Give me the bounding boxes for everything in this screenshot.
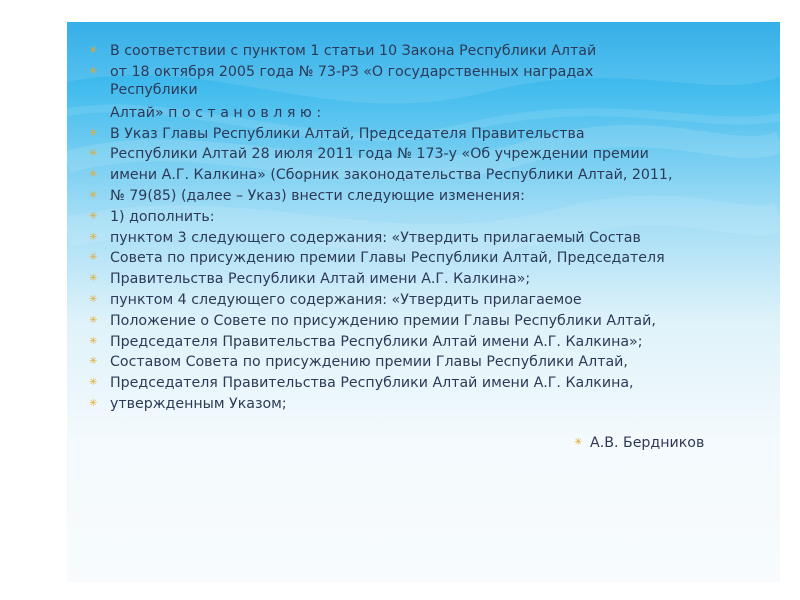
list-item [89, 166, 729, 184]
line-text: пунктом 3 следующего содержания: «Утвердить прилагаемый Состав [110, 229, 641, 246]
line-text: Совета по присуждению премии Главы Республики Алтай, Председателя [110, 250, 665, 267]
list-item [89, 312, 729, 330]
bullet-icon: ✳ [89, 210, 98, 222]
bullet-icon: ✳ [89, 273, 98, 285]
bullet-icon: ✳ [89, 45, 98, 56]
list-item [89, 104, 729, 122]
list-item [89, 270, 729, 288]
list-item [89, 187, 729, 205]
bullet-icon: ✳ [574, 437, 583, 448]
bullet-icon: ✳ [89, 397, 98, 409]
line-text: Республики Алтай 28 июля 2011 года № 173-у «Об учреждении премии [110, 146, 649, 163]
signature [574, 434, 705, 452]
slide [67, 22, 780, 582]
bullet-icon: ✳ [89, 127, 98, 139]
line-text: Алтай» п о с т а н о в л я ю : [110, 104, 322, 121]
bullet-icon: ✳ [89, 356, 98, 368]
bullet-icon: ✳ [89, 293, 98, 305]
document-body [89, 42, 729, 416]
bullet-icon: ✳ [89, 189, 98, 201]
bullet-icon: ✳ [89, 148, 98, 160]
bullet-icon: ✳ [89, 314, 98, 326]
bullet-icon: ✳ [89, 231, 98, 243]
list-item [89, 229, 729, 247]
line-text: № 79(85) (далее – Указ) внести следующие изменения: [110, 187, 525, 204]
list-item [89, 395, 729, 413]
line-text: Председателя Правительства Республики Алтай имени А.Г. Калкина»; [110, 333, 643, 350]
line-text: Положение о Совете по присуждению премии Главы Республики Алтай, [110, 312, 656, 329]
line-text: пунктом 4 следующего содержания: «Утвердить прилагаемое [110, 291, 582, 308]
bullet-icon: ✳ [89, 65, 98, 77]
line-text: утвержденным Указом; [110, 395, 287, 412]
list-item [89, 42, 729, 60]
list-item [89, 249, 729, 267]
list-item [89, 63, 650, 99]
line-text: 1) дополнить: [110, 208, 215, 225]
bullet-icon: ✳ [89, 377, 98, 389]
line-text: имени А.Г. Калкина» (Сборник законодательства Республики Алтай, 2011, [110, 167, 673, 184]
list-item [89, 333, 729, 351]
list-item [89, 145, 729, 163]
line-text: В соответствии с пунктом 1 статьи 10 Закона Республики Алтай [110, 43, 597, 59]
list-item [89, 291, 729, 309]
list-item [89, 208, 729, 226]
line-text: Председателя Правительства Республики Алтай имени А.Г. Калкина, [110, 375, 634, 392]
list-item [89, 353, 729, 371]
line-text: Правительства Республики Алтай имени А.Г. Калкина»; [110, 271, 531, 288]
list-item [89, 374, 729, 392]
line-text: В Указ Главы Республики Алтай, Председателя Правительства [110, 125, 585, 142]
line-text: Составом Совета по присуждению премии Главы Республики Алтай, [110, 354, 628, 371]
bullet-icon: ✳ [89, 335, 98, 347]
bullet-icon: ✳ [89, 252, 98, 264]
bullet-icon: ✳ [89, 169, 98, 181]
list-item [89, 125, 729, 143]
line-text: от 18 октября 2005 года № 73-РЗ «О государственных наградах Республики [110, 63, 594, 98]
signature-text: А.В. Бердников [590, 435, 705, 451]
